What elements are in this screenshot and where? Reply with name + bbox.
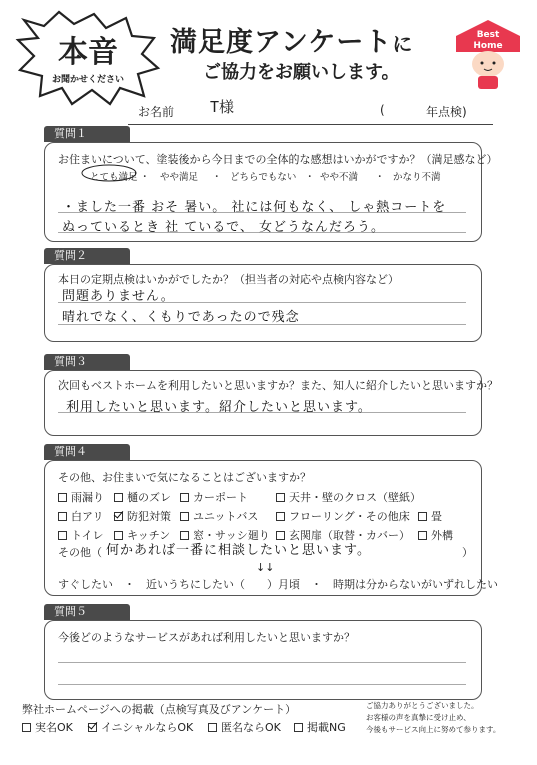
checkbox-box-checked[interactable] <box>88 723 97 732</box>
checkbox-leak[interactable]: 雨漏り <box>58 489 104 505</box>
q1-question: お住まいについて、塗装後から今日までの全体的な感想はいかがですか？（満足感など） <box>58 153 498 166</box>
checkbox-security[interactable]: 防犯対策 <box>114 508 171 524</box>
q5-answer-line <box>58 684 466 685</box>
q4-tag: 質問４ <box>44 444 130 460</box>
scale-somewhat-satisfied: やや満足 <box>160 172 199 183</box>
checkbox-box[interactable] <box>114 493 123 502</box>
q5-tag: 質問５ <box>44 604 130 620</box>
checkbox-box[interactable] <box>294 723 303 732</box>
q2-question: 本日の定期点検はいかがでしたか？（担当者の対応や点検内容など） <box>58 273 399 286</box>
scale-very-dissatisfied: かなり不満 <box>393 172 441 183</box>
thanks-line-2: お客様の声を真摯に受け止め、 <box>366 713 471 722</box>
q5-answer-line <box>58 662 466 663</box>
checkbox-box[interactable] <box>418 531 427 540</box>
checkbox-box[interactable] <box>208 723 217 732</box>
publish-option-ng[interactable]: 掲載NG <box>294 719 346 735</box>
badge-small-text: お聞かせください <box>51 75 125 85</box>
q5-question: 今後どのようなサービスがあれば利用したいと思いますか？ <box>58 631 355 644</box>
checkbox-box[interactable] <box>58 512 67 521</box>
q4-other-handwritten: 何かあれば一番に相談したいと思います。 <box>106 543 371 558</box>
q3-handwritten-answer: 利用したいと思います。紹介したいと思います。 <box>66 400 372 415</box>
inspection-year-open-paren: ( <box>380 103 385 117</box>
svg-text:Home: Home <box>473 41 503 51</box>
checkbox-toilet[interactable]: トイレ <box>58 527 103 543</box>
checkbox-tatami[interactable]: 畳 <box>418 508 442 524</box>
q3-question: 次回もベストホームを利用したいと思いますか？また、知人に紹介したいと思いますか？ <box>58 379 498 392</box>
checkbox-termite[interactable]: 白アリ <box>58 508 104 524</box>
q3-tag: 質問３ <box>44 354 130 370</box>
q4-other-label: その他（ <box>58 546 102 559</box>
publish-option-realname[interactable]: 実名OK <box>22 719 73 735</box>
q2-tag: 質問２ <box>44 248 130 264</box>
scale-very-satisfied: とても満足 <box>90 172 138 183</box>
badge-big-text: 本音 <box>58 35 118 70</box>
scale-somewhat-dissatisfied: やや不満 <box>320 172 359 183</box>
publish-consent-title: 弊社ホームページへの掲載（点検写真及びアンケート） <box>22 703 297 716</box>
checkbox-box[interactable] <box>58 531 67 540</box>
checkbox-box[interactable] <box>180 493 189 502</box>
survey-subtitle: ご協力をお願いします。 <box>203 62 400 83</box>
publish-option-anonymous[interactable]: 匿名ならOK <box>208 719 281 735</box>
q1-tag: 質問１ <box>44 126 130 142</box>
checkbox-cloth[interactable]: 天井・壁のクロス（壁紙） <box>276 489 421 505</box>
checkbox-unitbath[interactable]: ユニットバス <box>180 508 258 524</box>
selected-circle <box>80 163 138 183</box>
checkbox-box[interactable] <box>180 512 189 521</box>
scale-neutral: どちらでもない <box>230 172 297 183</box>
name-value: T様 <box>210 98 235 116</box>
thanks-line-1: ご協力ありがとうございました。 <box>366 701 479 710</box>
scale-sep: ・ <box>305 172 315 183</box>
checkbox-box-checked[interactable] <box>114 512 123 521</box>
thanks-line-3: 今後もサービス向上に努めて参ります。 <box>366 725 501 734</box>
title-particle: に <box>392 32 414 56</box>
scale-sep: ・ <box>140 172 150 183</box>
best-home-mascot-logo <box>452 18 524 90</box>
publish-option-initials[interactable]: イニシャルならOK <box>88 719 193 735</box>
checkbox-box[interactable] <box>276 493 285 502</box>
q4-other-close: ） <box>462 546 473 559</box>
checkbox-box[interactable] <box>58 493 67 502</box>
checkbox-kitchen[interactable]: キッチン <box>114 527 170 543</box>
q2-handwritten-answer: 晴れでなく、くもりであったので残念 <box>62 310 300 325</box>
checkbox-box[interactable] <box>276 512 285 521</box>
title-main-text: 満足度アンケート <box>170 27 393 58</box>
q4-timing-options: すぐしたい ・ 近いうちにしたい（ ）月頃 ・ 時期は分からないがいずれしたい <box>58 578 498 591</box>
checkbox-entrance-door[interactable]: 玄関扉（取替・カバー） <box>276 527 410 543</box>
q4-arrows: ↓↓ <box>256 561 275 574</box>
checkbox-box[interactable] <box>418 512 427 521</box>
name-underline <box>128 124 493 125</box>
inspection-year-label: 年点検) <box>426 105 467 119</box>
scale-sep: ・ <box>375 172 385 183</box>
checkbox-carport[interactable]: カーポート <box>180 489 248 505</box>
q4-question: その他、お住まいで気になることはございますか？ <box>58 471 311 484</box>
q1-handwritten-answer: ・ました一番 おそ 暑い。 社には何もなく、 しゃ熱コートを <box>62 200 447 215</box>
scale-sep: ・ <box>212 172 222 183</box>
checkbox-window[interactable]: 窓・サッシ廻り <box>180 527 270 543</box>
q1-handwritten-answer: ぬっているとき 社 ているで、 女どうなんだろう。 <box>62 220 386 235</box>
checkbox-flooring[interactable]: フローリング・その他床 <box>276 508 410 524</box>
survey-title <box>170 20 413 59</box>
checkbox-exterior[interactable]: 外構 <box>418 527 453 543</box>
svg-text:Best: Best <box>476 30 500 40</box>
q2-handwritten-answer: 問題ありません。 <box>62 289 175 304</box>
checkbox-gutter[interactable]: 樋のズレ <box>114 489 171 505</box>
checkbox-box[interactable] <box>22 723 31 732</box>
honne-badge <box>14 8 164 108</box>
name-label: お名前 <box>138 105 175 119</box>
